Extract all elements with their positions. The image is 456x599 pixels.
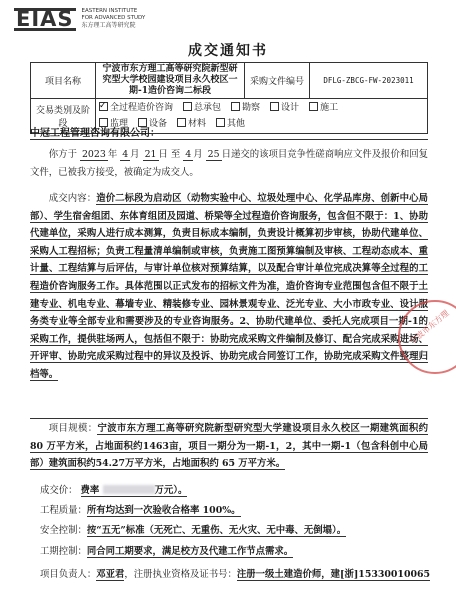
manager-label: 项目负责人： xyxy=(40,569,97,580)
scale-text: 宁波市东方理工高等研究院新型研究型大学建设项目永久校区一期建筑面积约 80 万平方米，占地面积约1463亩，项目一期分为一期-1，2，其中一期-1（包含科创中心局部）建筑面积约54.27万平方米，占地面积约 65 万平方米。 xyxy=(30,423,428,470)
scale-paragraph xyxy=(30,420,428,473)
type-option-label: 设计 xyxy=(281,103,300,113)
intro-day-2: 25 xyxy=(207,149,220,160)
institute-logo xyxy=(14,6,145,32)
intro-month-1: 4 xyxy=(122,149,129,160)
intro-post: 日递交的该项目竞争性磋商响应文件及报价和回复文件，已被我方接受，被确定为成交人。 xyxy=(30,149,429,178)
checkbox-icon xyxy=(99,102,108,111)
safety-value: 按“五无”标准（无死亡、无重伤、无火灾、无中毒、无倒塌）。 xyxy=(86,525,347,536)
project-name-label: 项目名称 xyxy=(31,63,96,99)
redacted-value xyxy=(103,485,155,494)
divider xyxy=(30,139,428,140)
type-option-label: 全过程造价咨询 xyxy=(110,103,174,113)
type-option xyxy=(177,116,206,132)
type-option-label: 材料 xyxy=(188,119,207,129)
seal-text: 宁波市东方理 xyxy=(408,308,451,347)
type-options-row-1 xyxy=(99,100,424,116)
logo-en-line2: FOR ADVANCED STUDY xyxy=(81,15,146,21)
type-option-label: 勘察 xyxy=(242,103,261,113)
type-option xyxy=(183,100,221,116)
type-option xyxy=(270,100,299,116)
intro-year: 2023 xyxy=(81,149,106,160)
type-option-label: 监理 xyxy=(110,119,129,129)
checkbox-icon xyxy=(177,118,186,127)
logo-mark: EIAS xyxy=(16,6,74,31)
scale-label: 项目规模： xyxy=(48,423,98,434)
safety-row xyxy=(40,524,346,538)
manager-row xyxy=(40,568,430,582)
project-name-value: 宁波市东方理工高等研究院新型研究型大学校园建设项目永久校区一期-1造价咨询二标段 xyxy=(96,63,245,99)
quality-label: 工程质量： xyxy=(40,505,87,516)
intro-day-1: 21 xyxy=(144,149,157,160)
intro-pre: 你方于 xyxy=(48,149,77,160)
manager-qual-label: ，注册执业资格及证书号： xyxy=(124,569,237,580)
checkbox-icon xyxy=(270,102,279,111)
content-paragraph xyxy=(30,190,428,384)
safety-label: 安全控制： xyxy=(40,525,87,536)
type-option-label: 设备 xyxy=(149,119,168,129)
intro-mid: 日 至 xyxy=(158,149,181,160)
type-option xyxy=(99,100,173,116)
manager-qual: 注册一级土建造价师，建[浙]15330010065 xyxy=(236,569,431,580)
quality-value: 所有均达到一次验收合格率 100%。 xyxy=(86,505,241,516)
type-option-label: 总承包 xyxy=(194,103,222,113)
manager-name: 邓亚君 xyxy=(96,569,125,580)
period-value: 同合同工期要求，满足校方及代建工作节点需求。 xyxy=(86,546,294,557)
checkbox-icon xyxy=(216,118,225,127)
logo-subtitle xyxy=(82,8,146,30)
fee-row xyxy=(40,484,187,498)
procurement-no-label: 采购文件编号 xyxy=(245,63,310,99)
logo-en-line1: EASTERN INSTITUTE xyxy=(81,8,138,14)
type-option-label: 施工 xyxy=(320,103,339,113)
type-label: 交易类别及阶段 xyxy=(31,99,96,134)
procurement-no-value: DFLG-ZBCG-FW-2023011 xyxy=(310,63,428,99)
document-title: 成交通知书 xyxy=(188,43,268,59)
type-option xyxy=(216,116,245,132)
type-option xyxy=(231,100,260,116)
period-label: 工期控制： xyxy=(40,546,87,557)
quality-row xyxy=(40,504,241,518)
content-text: 造价二标段为启动区（动物实验中心、垃圾处理中心、化学品库房、创新中心局部）、学生宿舍组团、东体育组团及园道、桥梁等全过程造价咨询服务，包含但不限于：1、协助代建单位，采购人进行成本测算，负责目标成本编制，负责设计概算初步审核，协助代建单位、采购人工程招标；负责工程量清单编制或审核，负责施工图预算编制及审核、工程动态成本、重计量、工程结算与后评估，与审计单位核对预算结算，以及配合审计单位完成决算等全过程的工程造价咨询服务工作。具体范围以正式发布的招标文件为准，造价咨询专业范围包含但不限于土建专业、机电专业、幕墙专业、精装修专业、园林景观专业、泛光专业、大小市政专业、设计服务类专业等全部专业和需要涉及的专业咨询服务。2、协助代建单位、委托人完成项目一期-1的采购工作，提供驻场两人，包括但不限于：协助完成采购文件编制及修订、配合完成采购进场、开评审、协助完成采购过程中的异议及投诉、协助完成合同签订工作，协助完成采购文件整理归档等。 xyxy=(30,193,428,380)
type-option xyxy=(309,100,338,116)
period-row xyxy=(40,545,293,559)
checkbox-icon xyxy=(183,102,192,111)
fee-value xyxy=(81,485,188,497)
logo-cn: 东方理工高等研究院 xyxy=(81,22,136,29)
divider xyxy=(30,418,428,419)
checkbox-icon xyxy=(309,102,318,111)
intro-month-2: 4 xyxy=(185,149,192,160)
fee-post: 万元）。 xyxy=(154,485,188,496)
content-label: 成交内容： xyxy=(48,193,97,204)
type-option-label: 其他 xyxy=(227,119,246,129)
recipient-company: 中冠工程管理咨询有限公司： xyxy=(30,128,160,139)
fee-label: 成交价： xyxy=(40,485,78,496)
intro-paragraph: 你方于 2023 年 4 月 21 日 至 4 月 25 日递交的该项目竞争性磋商响应文件及报价和回复文件，已被我方接受，被确定为成交人。 xyxy=(30,149,429,178)
fee-pre: 费率 xyxy=(80,485,100,496)
checkbox-icon xyxy=(231,102,240,111)
